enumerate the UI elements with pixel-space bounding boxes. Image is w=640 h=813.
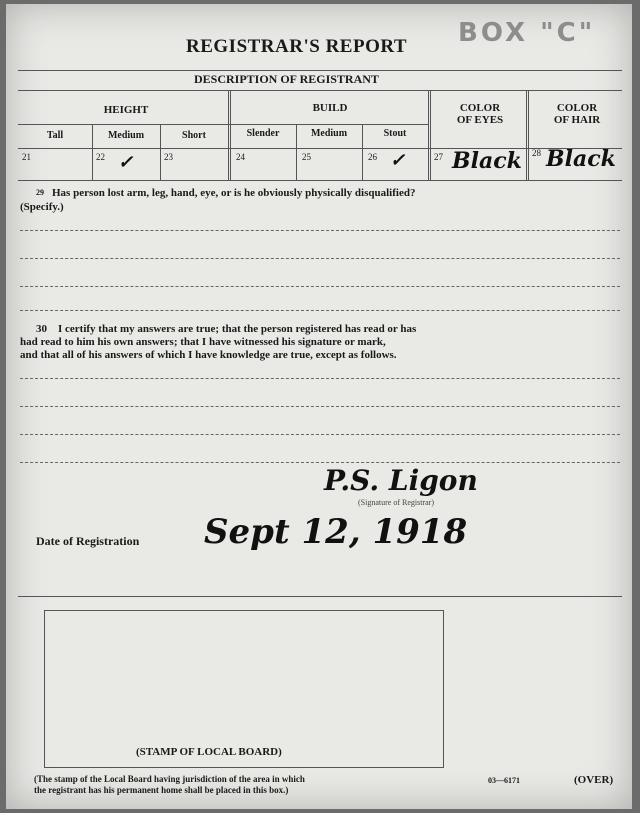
divider xyxy=(296,124,297,180)
field-number: 25 xyxy=(302,152,311,162)
stamp-note-line-2: the registrant has his permanent home shall be placed in this box.) xyxy=(34,785,289,795)
build-slender-label: Slender xyxy=(246,128,280,139)
registration-date-label: Date of Registration xyxy=(36,534,140,548)
height-label: HEIGHT xyxy=(103,104,149,116)
field-number: 28 xyxy=(532,148,541,158)
divider xyxy=(528,90,529,180)
field-number: 24 xyxy=(236,152,245,162)
build-stout-mark: ✓ xyxy=(390,150,406,171)
divider xyxy=(428,90,429,180)
field-number: 22 xyxy=(96,152,105,162)
stamp-label: (STAMP OF LOCAL BOARD) xyxy=(136,746,282,758)
field-number: 23 xyxy=(164,152,173,162)
stamp-box xyxy=(44,610,444,768)
answer-line xyxy=(20,310,620,311)
eyes-label-1: COLOR xyxy=(459,102,501,114)
field-number: 21 xyxy=(22,152,31,162)
certification-line-1: I certify that my answers are true; that the person registered has read or has xyxy=(58,323,417,335)
eyes-label-2: OF EYES xyxy=(456,114,504,126)
question-29-number: 29 xyxy=(36,188,44,197)
divider xyxy=(430,90,431,180)
stamp-note-line-1: (The stamp of the Local Board having jurisdiction of the area in which xyxy=(34,774,305,784)
answer-line xyxy=(20,230,620,231)
divider xyxy=(230,90,231,180)
eye-color-value: Black xyxy=(452,148,522,174)
height-medium-mark: ✓ xyxy=(118,152,134,173)
question-29-specify: (Specify.) xyxy=(20,201,64,213)
box-label: BOX "C" xyxy=(458,18,596,48)
divider xyxy=(526,90,527,180)
certification-line-3: and that all of his answers of which I have knowledge are true, except as follows. xyxy=(20,349,397,361)
divider xyxy=(18,124,428,125)
answer-line xyxy=(20,286,620,287)
registrar-signature: P.S. Ligon xyxy=(324,464,478,497)
signature-caption: (Signature of Registrar) xyxy=(358,498,434,507)
divider xyxy=(92,124,93,180)
divider xyxy=(160,124,161,180)
certification-number: 30 xyxy=(36,323,47,335)
build-label: BUILD xyxy=(312,102,348,114)
answer-line xyxy=(20,258,620,259)
description-heading: DESCRIPTION OF REGISTRANT xyxy=(194,72,379,86)
hair-label-1: COLOR xyxy=(556,102,598,114)
form-page xyxy=(6,4,632,809)
height-short-label: Short xyxy=(182,130,206,141)
divider xyxy=(18,90,622,91)
hair-label-2: OF HAIR xyxy=(553,114,601,126)
divider xyxy=(228,90,229,180)
registration-date-value: Sept 12, 1918 xyxy=(204,512,468,552)
over-label: (OVER) xyxy=(574,774,614,786)
answer-line xyxy=(20,406,620,407)
form-title: REGISTRAR'S REPORT xyxy=(186,36,408,57)
build-stout-label: Stout xyxy=(383,128,407,139)
divider xyxy=(362,124,363,180)
build-medium-label: Medium xyxy=(310,128,348,139)
certification-line-2: had read to him his own answers; that I have witnessed his signature or mark, xyxy=(20,336,386,348)
question-29-text: Has person lost arm, leg, hand, eye, or is he obviously physically disqualified? xyxy=(52,187,416,199)
answer-line xyxy=(20,462,620,463)
hair-color-value: Black xyxy=(546,146,616,172)
divider xyxy=(18,596,622,597)
form-number: 03—6171 xyxy=(488,776,520,785)
divider xyxy=(18,180,622,181)
divider xyxy=(18,70,622,71)
field-number: 26 xyxy=(368,152,377,162)
height-tall-label: Tall xyxy=(46,130,64,141)
answer-line xyxy=(20,378,620,379)
height-medium-label: Medium xyxy=(107,130,145,141)
answer-line xyxy=(20,434,620,435)
field-number: 27 xyxy=(434,152,443,162)
